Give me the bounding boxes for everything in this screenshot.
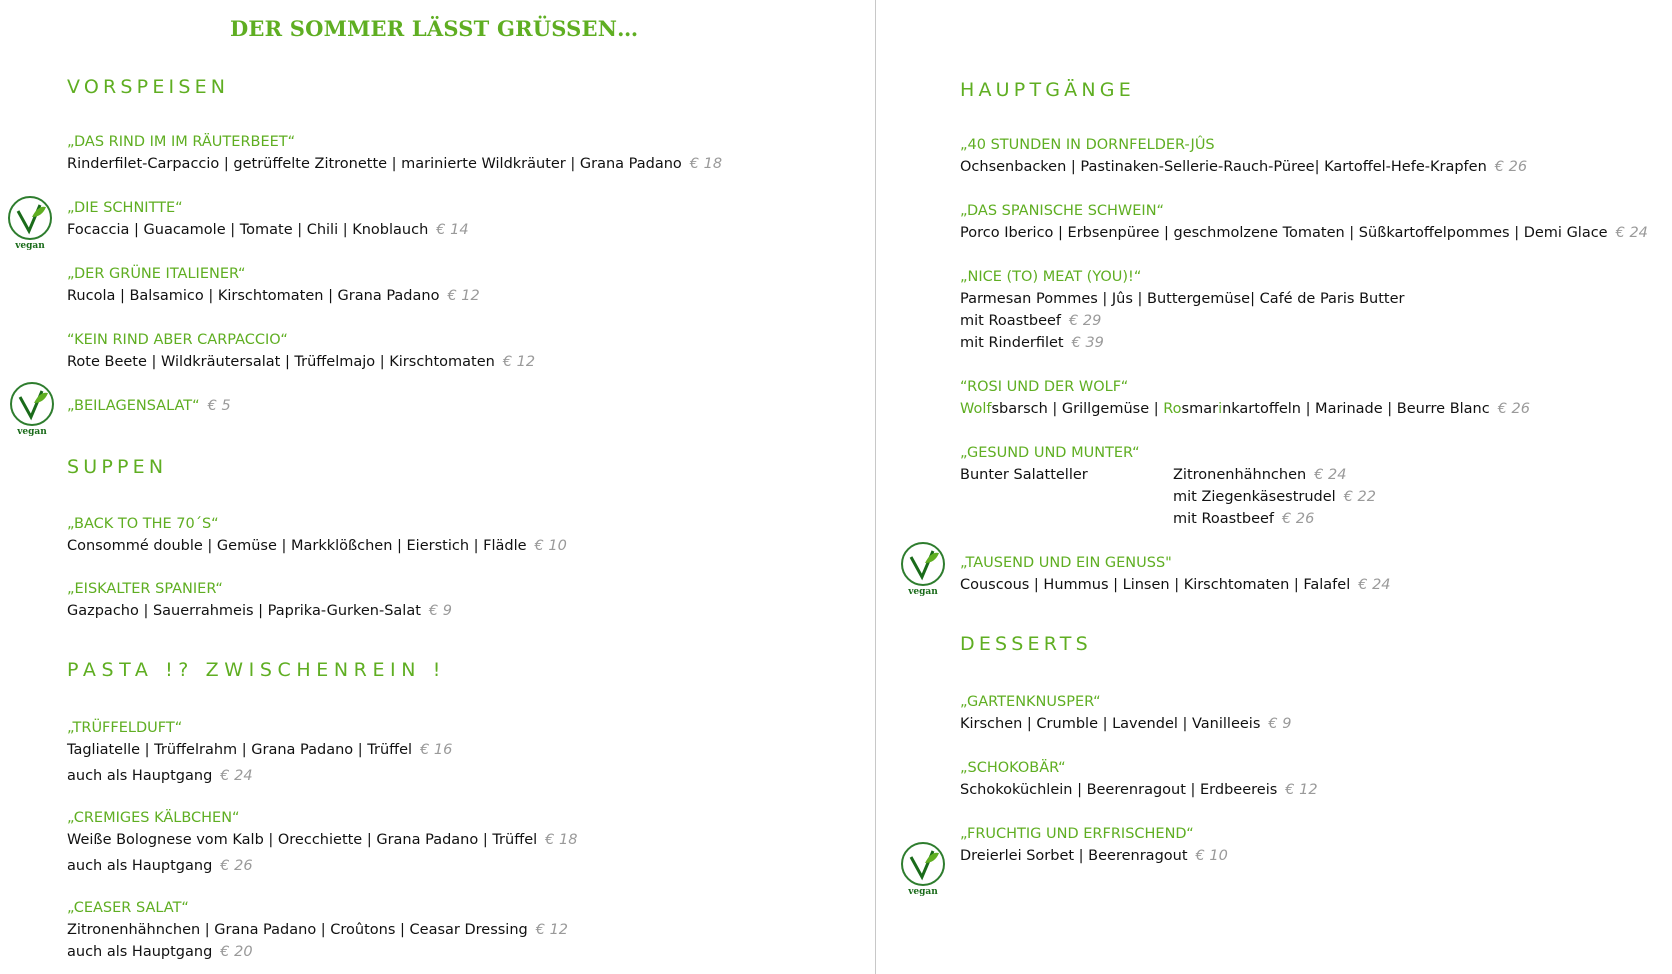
- dish-name: „NICE (TO) MEAT (YOU)!“: [960, 269, 1142, 285]
- dish-alt-price: € 20: [220, 944, 253, 960]
- dish-name: „TRÜFFELDUFT“: [67, 720, 183, 736]
- dish-name: „BACK TO THE 70´S“: [67, 516, 219, 532]
- vegan-badge-icon: [4, 381, 60, 439]
- dish-40-stunden: [960, 135, 1527, 178]
- dish-description: [67, 829, 577, 851]
- dish-option-price: € 39: [1071, 335, 1104, 351]
- section-heading-pasta: PASTA !? ZWISCHENREIN !: [67, 659, 446, 681]
- dish-price: € 10: [1195, 848, 1228, 864]
- dish-name: “ROSI UND DER WOLF“: [960, 379, 1129, 395]
- dish-option-price: € 22: [1343, 489, 1376, 505]
- dish-option-text: Zitronenhähnchen: [1173, 467, 1307, 483]
- dish-price: € 14: [436, 222, 469, 238]
- dish-description: [960, 398, 1530, 420]
- dish-die-schnitte: [67, 198, 469, 241]
- dish-desc-text: Tagliatelle | Trüffelrahm | Grana Padano | Trüffel: [67, 742, 413, 758]
- dish-der-gruene-italiener: [67, 264, 480, 307]
- dish-desc-text: Focaccia | Guacamole | Tomate | Chili | Knoblauch: [67, 222, 429, 238]
- dish-das-rind: [67, 132, 722, 175]
- column-divider: [875, 0, 876, 974]
- dish-name: „FRUCHTIG UND ERFRISCHEND“: [960, 826, 1194, 842]
- dish-nice-to-meat-you: [960, 267, 1404, 354]
- dish-description: Bunter Salatteller: [960, 467, 1088, 483]
- dish-alt-price: € 26: [220, 858, 253, 874]
- dish-trueffelduft: [67, 718, 452, 787]
- dish-desc-text: Dreierlei Sorbet | Beerenragout: [960, 848, 1188, 864]
- dish-das-spanische-schwein: [960, 201, 1648, 244]
- dish-name: „SCHOKOBÄR“: [960, 760, 1066, 776]
- dish-desc-part: i: [1218, 401, 1223, 417]
- dish-desc-text: Rinderfilet-Carpaccio | getrüffelte Zitronette | marinierte Wildkräuter | Grana Padano: [67, 156, 682, 172]
- dish-name: „EISKALTER SPANIER“: [67, 581, 223, 597]
- dish-alt-text: auch als Hauptgang: [67, 858, 213, 874]
- dish-desc-part: sbarsch | Grillgemüse |: [991, 401, 1164, 417]
- dish-option-price: € 29: [1069, 313, 1102, 329]
- dish-price: € 24: [1615, 225, 1648, 241]
- vegan-badge-icon: [895, 841, 951, 899]
- dish-name: [67, 396, 231, 417]
- dish-desc-text: Couscous | Hummus | Linsen | Kirschtomaten | Falafel: [960, 577, 1351, 593]
- dish-name: „DAS SPANISCHE SCHWEIN“: [960, 203, 1165, 219]
- dish-desc-part: smar: [1181, 401, 1219, 417]
- vegan-label: vegan: [908, 887, 938, 897]
- dish-price: € 26: [1497, 401, 1531, 417]
- dish-gartenknusper: [960, 692, 1291, 735]
- dish-price: € 24: [1358, 577, 1391, 593]
- dish-description: [960, 574, 1391, 596]
- dish-desc-text: Kirschen | Crumble | Lavendel | Vanilleeis: [960, 716, 1261, 732]
- dish-description: [960, 779, 1318, 801]
- dish-gesund-und-munter: [960, 443, 1140, 486]
- vegan-label: vegan: [17, 427, 47, 437]
- dish-price: € 18: [545, 832, 578, 848]
- dish-price: € 18: [689, 156, 723, 172]
- dish-name: „GARTENKNUSPER“: [960, 694, 1101, 710]
- dish-fruchtig-und-erfrischend: [960, 824, 1228, 867]
- menu-title: DER SOMMER LÄSST GRÜSSEN…: [230, 16, 639, 41]
- vegan-badge-icon: [2, 195, 58, 253]
- dish-price: € 10: [534, 538, 567, 554]
- dish-option-text: mit Roastbeef: [1173, 511, 1275, 527]
- dish-alt-text: auch als Hauptgang: [67, 768, 213, 784]
- dish-desc-text: Gazpacho | Sauerrahmeis | Paprika-Gurken-Salat: [67, 603, 421, 619]
- dish-option: [1173, 508, 1314, 530]
- dish-alt-main: [67, 765, 452, 787]
- section-heading-vorspeisen: VORSPEISEN: [67, 76, 230, 98]
- dish-kein-rind: [67, 330, 535, 373]
- dish-description: [67, 219, 469, 241]
- dish-description: [960, 222, 1648, 244]
- dish-description: [67, 739, 452, 761]
- dish-desc-text: Porco Iberico | Erbsenpüree | geschmolzene Tomaten | Süßkartoffelpommes | Demi Glace: [960, 225, 1608, 241]
- dish-name-text: „BEILAGENSALAT“: [67, 398, 200, 414]
- dish-desc-text: Zitronenhähnchen | Grana Padano | Croûtons | Ceasar Dressing: [67, 922, 528, 938]
- dish-desc-part: Ro: [1163, 401, 1182, 417]
- dish-price: € 12: [502, 354, 536, 370]
- dish-option: [1173, 464, 1347, 486]
- dish-price: € 9: [1268, 716, 1292, 732]
- section-heading-suppen: SUPPEN: [67, 456, 168, 478]
- dish-description: [67, 351, 535, 373]
- dish-description: [960, 156, 1527, 178]
- dish-back-to-the-70s: [67, 514, 567, 557]
- dish-description: [67, 600, 452, 622]
- dish-description: [960, 845, 1228, 867]
- dish-price: € 12: [535, 922, 569, 938]
- dish-option-text: mit Rinderfilet: [960, 335, 1064, 351]
- dish-name: „DAS RIND IM IM RÄUTERBEET“: [67, 134, 296, 150]
- dish-option: [960, 310, 1404, 332]
- dish-name: „40 STUNDEN IN DORNFELDER-JÛS: [960, 137, 1215, 153]
- dish-description: [67, 919, 568, 941]
- dish-option: [960, 332, 1404, 354]
- dish-desc-text: Rote Beete | Wildkräutersalat | Trüffelmajo | Kirschtomaten: [67, 354, 495, 370]
- dish-desc-text: Weiße Bolognese vom Kalb | Orecchiette | Grana Padano | Trüffel: [67, 832, 538, 848]
- dish-desc-text: Consommé double | Gemüse | Markklößchen | Eierstich | Flädle: [67, 538, 527, 554]
- dish-option-price: € 24: [1314, 467, 1347, 483]
- dish-alt-price: € 24: [220, 768, 253, 784]
- dish-option-price: € 26: [1282, 511, 1315, 527]
- dish-name: „DER GRÜNE ITALIENER“: [67, 266, 246, 282]
- dish-alt-main: [67, 855, 577, 877]
- dish-price: € 12: [447, 288, 480, 304]
- dish-desc-text: Rucola | Balsamico | Kirschtomaten | Grana Padano: [67, 288, 440, 304]
- section-heading-hauptgaenge: HAUPTGÄNGE: [960, 79, 1135, 101]
- dish-description: [67, 285, 480, 307]
- dish-description: [67, 153, 722, 175]
- dish-ceaser-salat: [67, 898, 568, 963]
- dish-description: Parmesan Pommes | Jûs | Buttergemüse| Café de Paris Butter: [960, 291, 1405, 307]
- dish-description: [960, 713, 1291, 735]
- dish-price: € 12: [1285, 782, 1318, 798]
- dish-desc-part: nkartoffeln | Marinade | Beurre Blanc: [1222, 401, 1490, 417]
- dish-option-text: mit Roastbeef: [960, 313, 1062, 329]
- dish-name: “KEIN RIND ABER CARPACCIO“: [67, 332, 288, 348]
- dish-option: [1173, 486, 1376, 508]
- vegan-badge-icon: [895, 541, 951, 599]
- vegan-label: vegan: [908, 587, 938, 597]
- dish-description: [67, 535, 567, 557]
- dish-desc-part: Wolf: [960, 401, 992, 417]
- dish-price: € 5: [207, 398, 231, 414]
- dish-name: „DIE SCHNITTE“: [67, 200, 183, 216]
- dish-cremiges-kaelbchen: [67, 808, 577, 877]
- dish-price: € 16: [420, 742, 453, 758]
- dish-rosi-und-der-wolf: [960, 377, 1530, 420]
- dish-price: € 26: [1494, 159, 1528, 175]
- dish-name: „TAUSEND UND EIN GENUSS": [960, 555, 1172, 571]
- dish-price: € 9: [428, 603, 452, 619]
- section-heading-desserts: DESSERTS: [960, 633, 1092, 655]
- dish-alt-main: [67, 941, 568, 963]
- dish-name: „GESUND UND MUNTER“: [960, 445, 1140, 461]
- dish-eiskalter-spanier: [67, 579, 452, 622]
- dish-desc-text: Schokoküchlein | Beerenragout | Erdbeereis: [960, 782, 1278, 798]
- dish-desc-text: Ochsenbacken | Pastinaken-Sellerie-Rauch-Püree| Kartoffel-Hefe-Krapfen: [960, 159, 1487, 175]
- dish-schokobaer: [960, 758, 1318, 801]
- dish-name: „CREMIGES KÄLBCHEN“: [67, 810, 240, 826]
- dish-alt-text: auch als Hauptgang: [67, 944, 213, 960]
- dish-name: „CEASER SALAT“: [67, 900, 189, 916]
- dish-option-text: mit Ziegenkäsestrudel: [1173, 489, 1336, 505]
- dish-beilagensalat: [67, 396, 231, 417]
- vegan-label: vegan: [15, 241, 45, 251]
- dish-tausend-und-ein-genuss: [960, 553, 1391, 596]
